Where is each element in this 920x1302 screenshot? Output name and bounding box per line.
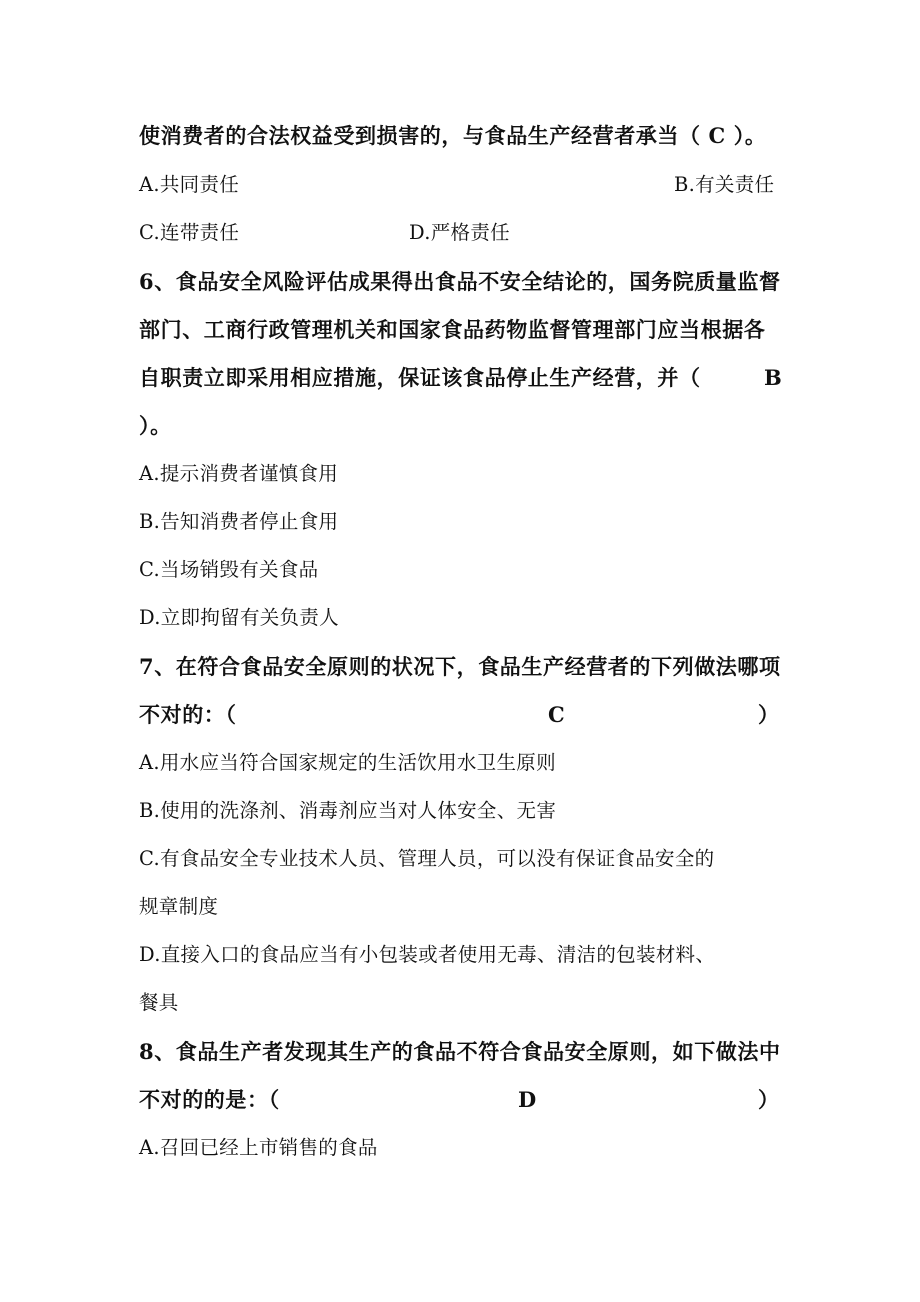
q7-option-c-line2: 规章制度 [139,895,219,918]
q7-option-d-line1: D.直接入口的食品应当有小包装或者使用无毒、清洁的包装材料、 [139,943,716,966]
q6-stem-line1: 6、食品安全风险评估成果得出食品不安全结论的，国务院质量监督 [139,269,781,294]
q7-option-c-line1: C.有食品安全专业技术人员、管理人员，可以没有保证食品安全的 [139,847,715,870]
q6-stem-line3: 自职责立即采用相应措施，保证该食品停止生产经营，并（ [139,365,701,390]
q5-option-d: D.严格责任 [409,221,510,244]
q6-stem-line2: 部门、工商行政管理机关和国家食品药物监督管理部门应当根据各 [139,317,766,342]
q7-option-b: B.使用的洗涤剂、消毒剂应当对人体安全、无害 [139,799,557,822]
q7-stem-line1: 7、在符合食品安全原则的状况下，食品生产经营者的下列做法哪项 [139,654,781,679]
q6-option-b: B.告知消费者停止食用 [139,510,339,533]
q6-answer: B [764,365,783,390]
q6-option-d: D.立即拘留有关负责人 [139,606,339,629]
q7-option-d-line2: 餐具 [139,991,179,1014]
q7-answer: C [548,702,566,727]
q5-option-a: A.共同责任 [139,173,240,196]
q8-stem-line2: 不对的的是：（ [139,1087,280,1112]
q8-answer: D [518,1087,537,1112]
q5-stem-tail: 使消费者的合法权益受到损害的，与食品生产经营者承当（ C ）。 [139,123,767,148]
q6-option-c: C.当场销毁有关食品 [139,558,319,581]
q5-option-b: B.有关责任 [674,173,775,196]
q7-stem-line2: 不对的：（ [139,702,237,727]
q7-option-a: A.用水应当符合国家规定的生活饮用水卫生原则 [139,751,556,774]
q8-stem-line1: 8、食品生产者发现其生产的食品不符合食品安全原则，如下做法中 [139,1039,781,1064]
q5-option-c: C.连带责任 [139,221,240,244]
q7-close-paren: ） [758,702,780,727]
q8-option-a: A.召回已经上市销售的食品 [139,1136,378,1159]
q6-stem-line4: ）。 [139,413,172,438]
q6-option-a: A.提示消费者谨慎食用 [139,462,339,485]
q8-close-paren: ） [758,1087,780,1112]
